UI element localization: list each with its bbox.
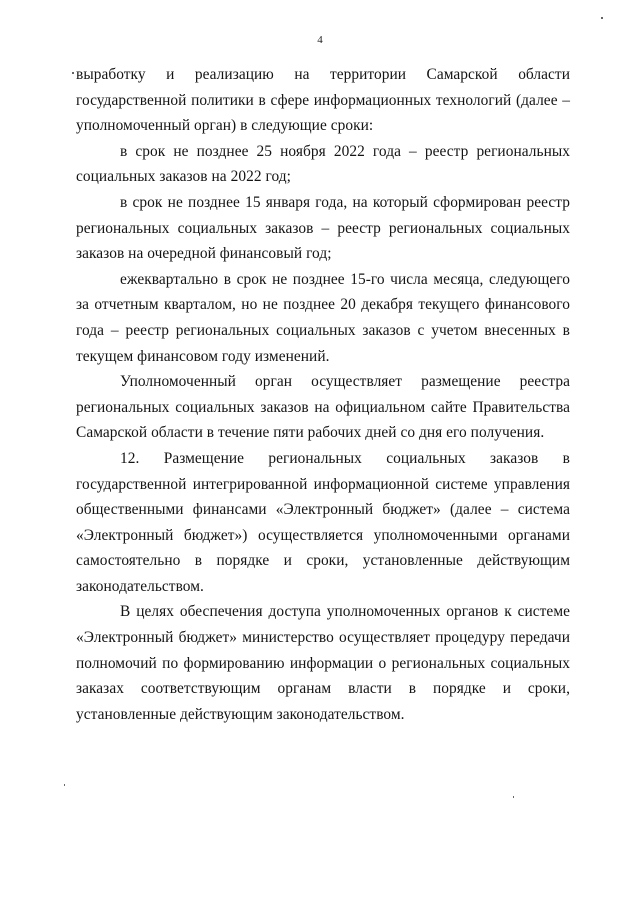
paragraph-deadline-january: в срок не позднее 15 января года, на который сформирован реестр региональных социальных заказов – реестр региональных социальных заказов на очередной финансовый год;: [76, 193, 570, 263]
scan-speck: [601, 17, 603, 19]
scan-speck: [513, 796, 514, 798]
scan-speck: [64, 784, 65, 786]
paragraph-12-placement: 12. Размещение региональных социальных заказов в государственной интегрированной информационной системе управления общественными финансами «Электронный бюджет» (далее – система «Электронный бюджет») осуществляется уполномоченными органами самостоятельно в порядке и сроки, установленные действующим законодательством.: [76, 449, 570, 595]
document-body: [76, 62, 570, 727]
paragraph-deadline-2022: в срок не позднее 25 ноября 2022 года – реестр региональных социальных заказов на 2022 год;: [76, 142, 570, 186]
page-number: 4: [317, 34, 323, 46]
paragraph-continuation: выработку и реализацию на территории Самарской области государственной политики в сфере информационных технологий (далее – уполномоченный орган) в следующие сроки:: [76, 66, 570, 135]
paragraph-registry-publication: Уполномоченный орган осуществляет размещение реестра региональных социальных заказов на официальном сайте Правительства Самарской области в течение пяти рабочих дней со дня его получения.: [76, 373, 570, 442]
paragraph-access-delegation: В целях обеспечения доступа уполномоченных органов к системе «Электронный бюджет» министерство осуществляет процедуру передачи полномочий по формированию информации о региональных социальных заказах соответствующим органам власти в порядке и сроки, установленные действующим законодательством.: [76, 603, 570, 723]
scan-speck: [72, 72, 74, 74]
paragraph-deadline-quarterly: ежеквартально в срок не позднее 15-го числа месяца, следующего за отчетным кварталом, но не позднее 20 декабря текущего финансового года – реестр региональных социальных заказов с учетом внесенных в текущем финансовом году изменений.: [76, 270, 570, 365]
